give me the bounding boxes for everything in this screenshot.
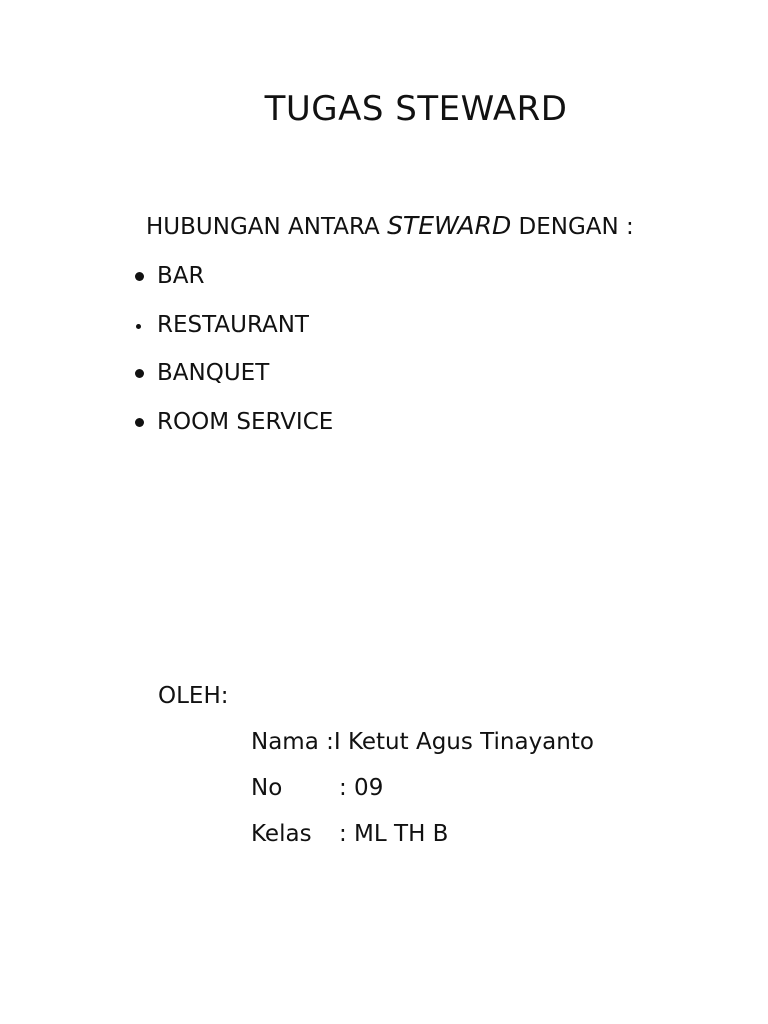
info-row-kelas	[251, 821, 448, 847]
no-value: : 09	[339, 775, 384, 801]
bullet-icon	[135, 418, 144, 427]
list-item-label: ROOM SERVICE	[157, 408, 334, 435]
bullet-icon	[135, 272, 144, 281]
author-label: OLEH:	[158, 683, 229, 709]
document-title: TUGAS STEWARD	[264, 89, 568, 129]
list-item	[134, 404, 333, 453]
no-label: No	[251, 775, 283, 801]
nama-value: I Ketut Agus Tinayanto	[333, 729, 594, 755]
bullet-list	[134, 258, 333, 452]
list-item	[134, 307, 333, 356]
kelas-label: Kelas	[251, 821, 312, 847]
bullet-icon	[135, 369, 144, 378]
kelas-value: : ML TH B	[339, 821, 449, 847]
info-row-no	[251, 775, 383, 801]
subtitle	[146, 211, 634, 240]
nama-label: Nama :	[251, 729, 334, 755]
subtitle-emphasis: STEWARD	[387, 211, 512, 240]
list-item-label: RESTAURANT	[157, 311, 309, 338]
list-item	[134, 355, 333, 404]
subtitle-prefix: HUBUNGAN ANTARA	[146, 214, 388, 240]
list-item-label: BAR	[157, 263, 205, 289]
list-item	[134, 258, 333, 307]
subtitle-suffix: DENGAN :	[511, 214, 634, 240]
bullet-icon	[136, 324, 141, 329]
list-item-label: BANQUET	[157, 360, 270, 386]
info-row-nama	[251, 729, 594, 755]
